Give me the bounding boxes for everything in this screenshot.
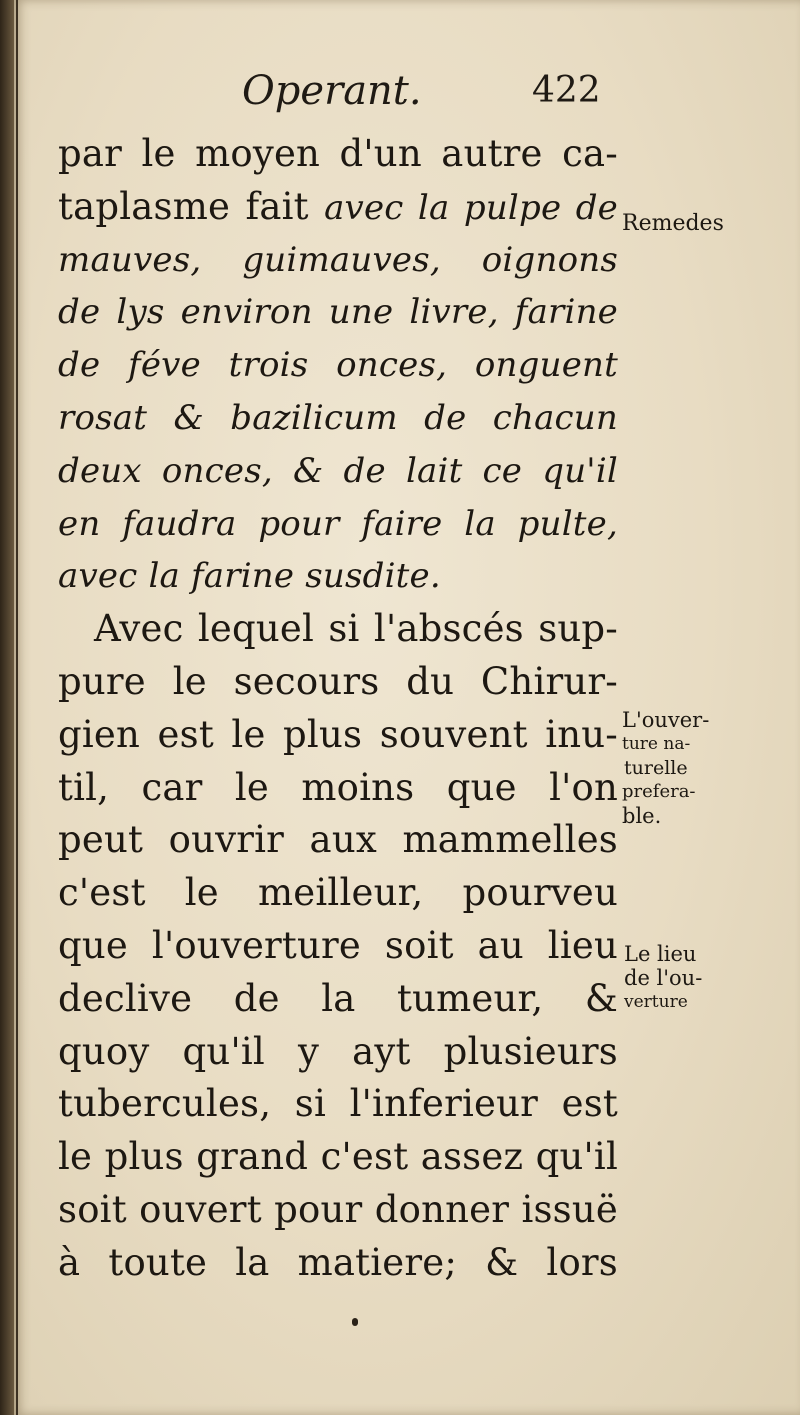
margin-lieu-line-2: de l'ou- [624,966,703,990]
margin-ouverture-line-5: ble. [622,804,662,828]
margin-ouverture-line-4: prefera- [622,781,696,802]
text-line-4: de lys environ une livre, farine [58,292,618,333]
text-line-21: soit ouvert pour donner issuë [58,1187,618,1231]
text-line-7: deux onces, & de lait ce qu'il [58,450,618,491]
page-number: 422 [532,70,601,111]
margin-lieu-line-3: verture [624,992,688,1012]
text-line-2a: taplasme fait [58,184,325,228]
text-line-2 [58,181,618,234]
text-line-12: gien est le plus souvent inu- [58,712,618,756]
margin-ouverture-line-1: L'ouver- [622,708,710,732]
running-head: Operant. [242,68,422,114]
margin-note-remedes: Remedes [622,211,724,236]
text-line-11: pure le secours du Chirur- [58,659,618,703]
margin-note-ouverture [622,708,709,828]
text-line-5: de féve trois onces, onguent [58,345,618,386]
text-line-1: par le moyen d'un autre ca- [58,132,618,175]
main-text [58,128,618,1290]
text-line-22: à toute la matiere; & lors [58,1240,618,1284]
text-line-8: en faudra pour faire la pulte, [58,503,618,544]
margin-lieu-line-1: Le lieu [624,942,697,966]
text-line-14: peut ouvrir aux mammelles [58,818,618,862]
margin-ouverture-line-3: turelle [624,757,688,779]
text-line-20: le plus grand c'est assez qu'il [58,1135,618,1179]
text-line-10: Avec lequel si l'abscés sup- [94,607,618,651]
margin-ouverture-line-2: ture na- [622,734,691,754]
text-line-15: c'est le meilleur, pourveu [58,871,618,915]
text-line-2b: avec la pulpe de [324,187,618,228]
text-line-16: que l'ouverture soit au lieu [58,923,618,967]
margin-note-lieu [624,942,702,1014]
text-line-19: tubercules, si l'inferieur est [58,1082,618,1126]
text-line-3: mauves, guimauves, oignons [58,239,618,280]
text-line-17: declive de la tumeur, & [58,976,618,1020]
ink-mark [352,1318,358,1326]
text-line-18: quoy qu'il y ayt plusieurs [58,1029,618,1073]
page-header [0,68,800,120]
binding-edge [16,0,18,1415]
text-line-13: til, car le moins que l'on [58,765,618,809]
text-line-9: avec la farine susdite. [58,556,441,597]
book-gutter [0,0,14,1415]
text-line-6: rosat & bazilicum de chacun [58,397,618,438]
